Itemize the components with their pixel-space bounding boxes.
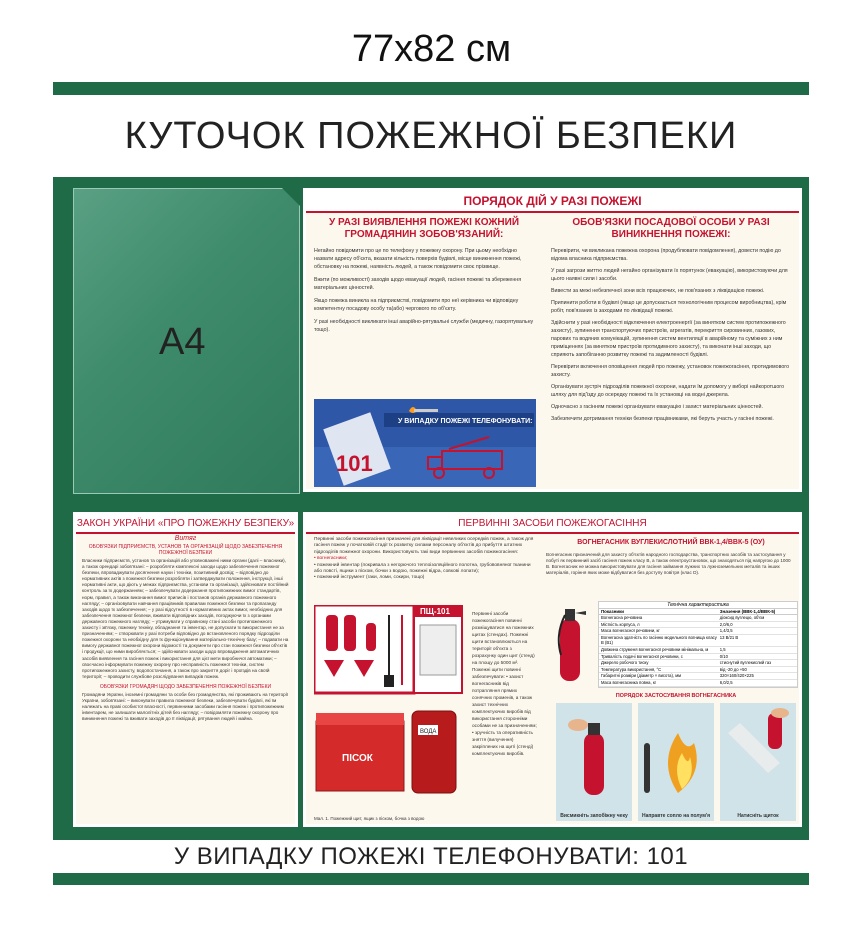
sand-box-and-barrel — [314, 703, 464, 803]
intro-list-2: • пожежний інвентар (покривала з негорючого теплоізоляційного полотна, грубововняної тканини або повсті, ящики з піском, бочки з водою, пожежні відра, совкові лопати); — [314, 562, 531, 575]
sand-label: ПІСОК — [342, 753, 373, 764]
citizen-column — [314, 217, 534, 334]
phone-illustration — [314, 399, 536, 487]
primary-means-panel — [303, 512, 802, 827]
usage-step-3 — [720, 703, 796, 821]
specs-cell-value: від -20 до +50 — [719, 666, 747, 672]
law-section2-title: ОБОВ'ЯЗКИ ГРОМАДЯН ЩОДО ЗАБЕЗПЕЧЕННЯ ПОЖЕЖНОЇ БЕЗПЕКИ — [99, 683, 272, 690]
extinguisher-icon — [550, 601, 590, 685]
step2-label: Направте сопло на полум'я — [641, 813, 711, 819]
banner-text: У ВИПАДКУ ПОЖЕЖІ ТЕЛЕФОНУВАТИ: — [398, 418, 533, 425]
citizen-p4: У разі необхідності викликати інші аварійно-рятувальні служби (медичну, газорятувальну тощо). — [314, 319, 534, 333]
official-heading: ОБОВ'ЯЗКИ ПОСАДОВОЇ ОСОБИ У РАЗІ ВИНИКНЕННЯ ПОЖЕЖІ: — [572, 217, 770, 240]
specs-cell-param: Місткість корпуса, л — [601, 621, 640, 627]
specs-rows — [599, 615, 797, 687]
fire-actions-panel — [303, 188, 802, 492]
law-heading: ЗАКОН УКРАЇНИ «ПРО ПОЖЕЖНУ БЕЗПЕКУ» — [76, 515, 295, 534]
specs-row — [599, 667, 797, 674]
board-title: КУТОЧОК ПОЖЕЖНОЇ БЕЗПЕКИ — [124, 114, 738, 157]
primary-means-intro — [314, 537, 534, 582]
specs-cell-value: 320×160/420×225 — [719, 673, 754, 679]
title-band — [53, 95, 809, 177]
intro-list-1: • вогнегасники; — [314, 556, 348, 562]
extinguisher-heading: ВОГНЕГАСНИК ВУГЛЕКИСЛОТНИЙ ВВК-1,4/ВВК-5 (ОУ) — [577, 539, 765, 546]
official-p6: Перевірити включення оповіщення людей про пожежу, установок пожежогасіння, протидимового захисту. — [551, 364, 790, 378]
specs-row — [599, 622, 797, 629]
pull-pin-icon — [556, 703, 630, 799]
extinguisher-text: Вогнегасник призначений для захисту об'єктів народного господарства, транспортних засобів та застосування у побуті як первинний засіб гасіння пожеж класу В, а також електроустановок, що знаходяться під напругою до 1000 В. Вогнегасник не можна використовувати для гасіння займання лужних та лужноземельних металів та інших матеріалів, горіння яких може відбуватися без доступу повітря (клас D). — [546, 552, 791, 575]
official-p9: Забезпечити дотримання техніки безпеки працівниками, які беруть участь у гасінні пожежі. — [551, 416, 774, 422]
specs-cell-param: Маса вогнегасника повна, кг — [601, 679, 657, 685]
specs-row — [599, 654, 797, 661]
law-subheading: Витяг — [174, 535, 197, 542]
specs-cell-value: діоксид вуглецю, об'єм — [719, 615, 765, 620]
specs-row — [599, 635, 797, 647]
usage-steps — [556, 703, 796, 821]
specs-header-row — [599, 608, 797, 615]
intro-text: Первинні засоби пожежогасіння призначені для ліквідації невеликих осередків пожеж, а також для гасіння пожеж у початковій стадії їх розвитку силами персоналу об'єктів до прибуття штатних підрозділів пожежної охорони. Використовують такі види первинних засобів пожежогасіння: — [314, 537, 534, 555]
official-p5: Здійснити у разі необхідності відключення електроенергії (за винятком систем протипожежного захисту), зупинення транспортуючих пристроїв, агрегатів, перекриття сировинних, газових, парових та водяних комунікацій, зупинення систем вентиляції в аварійному та суміжних з ним приміщеннях (за винятком пристроїв протидимного захисту), та виконати інші заходи, що сприяють запобіганню розвитку пожежі та задимленості будівлі. — [551, 320, 786, 358]
law-panel — [73, 512, 298, 827]
primary-means-heading: ПЕРВИННІ ЗАСОБИ ПОЖЕЖОГАСІННЯ — [306, 515, 799, 534]
specs-cell-param: Температура використання, °С — [601, 666, 662, 672]
specs-cell-value: 0/10 — [719, 653, 728, 659]
barrel-label: ВОДА — [420, 729, 437, 735]
specs-cell-value: 2,0/6,0 — [719, 621, 733, 627]
fire-shield-illustration — [314, 605, 464, 695]
fire-truck-illustration — [314, 399, 536, 487]
a4-pocket — [73, 188, 300, 494]
aim-nozzle-icon — [638, 703, 712, 799]
press-lever-icon — [720, 703, 794, 799]
footer-band — [53, 840, 809, 873]
law-section1-body: Власники підприємств, установ та організацій або уповноважені ними органи (далі – власники), а також орендарі зобов'язані: – розробляти комплексні заходи щодо забезпечення пожежної безпеки, впроваджувати досягнення науки і техніки, позитивний досвід; – відповідно до нормативних актів з пожежної безпеки розробляти і затверджувати положення, інструкції, інші нормативні акти, що діють у межах підприємства, установи та організації, здійснювати постійний контроль за їх додержанням; – забезпечувати додержання протипожежних вимог стандартів, норм, правил, а також виконання вимог приписів і постанов органів державного пожежного нагляду; – організовувати навчання працівників правилам пожежної безпеки та пропаганду заходів щодо їх забезпечення; – у разі відсутності в нормативних актах вимог, необхідних для забезпечення пожежної безпеки, вживати відповідних заходів, погоджуючи їх з органами державного пожежного нагляду; – утримувати у справному стані засоби протипожежного захисту і зв'язку, пожежну техніку, обладнання та інвентар, не допускати їх використання не за призначенням; – створювати у разі потреби відповідно до встановленого порядку підрозділи пожежної охорони та необхідну для їх функціонування матеріально-технічну базу; – подавати на вимогу державної пожежної охорони відомості та документи про стан пожежної безпеки об'єктів і продукції, що ними виробляється; – здійснювати заходи щодо впровадження автоматичних засобів виявлення та гасіння пожеж і використання для цієї мети виробничої автоматики; – своєчасно інформувати пожежну охорону про несправність пожежної техніки, систем протипожежного захисту, водопостачання, а також про закриття доріг і проїздів на своїй території; – проводити службове розслідування випадків пожеж. — [82, 558, 289, 679]
footer-text: У ВИПАДКУ ПОЖЕЖІ ТЕЛЕФОНУВАТИ: 101 — [173, 842, 689, 870]
specs-cell-param: Вогнегасна речовина — [601, 615, 643, 620]
specs-row — [599, 660, 797, 667]
specs-row — [599, 673, 797, 680]
stand-board — [53, 82, 809, 885]
specs-cell-param: Вогнегасна здатність по гасінню модельного вогнища класу В (В1) — [601, 634, 717, 646]
pocket-label: А4 — [159, 321, 206, 363]
step3-label: Натисніть щиток — [737, 813, 779, 819]
specs-cell-value: 6,0/2,5 — [719, 679, 733, 685]
official-p2: У разі загрози життю людей негайно організувати їх порятунок (евакуацію), використовуючи для цього наявні сили і засоби. — [551, 268, 788, 282]
citizen-p2: Вжити (по можливості) заходів щодо евакуації людей, гасіння пожежі та збереження матеріальних цінностей. — [314, 277, 522, 291]
shield-caption: Мал. 1. Пожежний щит, ящик з піском, бочка з водою — [314, 816, 425, 821]
specs-cell-value: 1,4/3,5 — [719, 628, 733, 634]
citizen-p1: Негайно повідомити про це по телефону у пожежну охорону. При цьому необхідно назвати адресу об'єкта, вказати кількість поверхів будівлі, місце виникнення пожежі, обстановку на пожежі, наявність людей, а також повідомити своє прізвище. — [314, 248, 522, 270]
official-p7: Організувати зустріч підрозділів пожежної охорони, надати їм допомогу у виборі найкоротшого шляху для під'їзду до осередку пожежі та їх установці на водні джерела. — [551, 384, 785, 398]
fire-actions-heading: ПОРЯДОК ДІЙ У РАЗІ ПОЖЕЖІ — [306, 191, 799, 213]
size-label: 77х82 см — [351, 28, 512, 70]
intro-list-3: • пожежний інструмент (гаки, ломи, сокири, тощо) — [314, 575, 425, 581]
usage-step-2 — [638, 703, 714, 821]
specs-cell-param: Маса вогнегасної речовини, кг — [601, 628, 660, 634]
specs-cell-value: 13 В/21 В — [719, 634, 739, 640]
specs-cell-param: Габаритні розміри (діаметр × висота), мм — [601, 673, 681, 679]
specs-cell-param: Тривалість подачі вогнегасної речовини, с — [601, 653, 683, 659]
citizen-heading: У РАЗІ ВИЯВЛЕННЯ ПОЖЕЖІ КОЖНИЙ ГРОМАДЯНИН ЗОБОВ'ЯЗАНИЙ: — [328, 217, 520, 240]
specs-header-2: Значення (ВВК-1,4/ВВК-5) — [719, 609, 776, 614]
usage-step-1 — [556, 703, 632, 821]
official-p8: Одночасно з гасінням пожежі організувати евакуацію і захист матеріальних цінностей. — [551, 404, 763, 410]
official-p4: Припинити роботи в будівлі (якщо це допускається технологічним процесом виробництва), крім робіт, пов'язаних із заходами по ліквідації пожежі. — [551, 300, 787, 314]
shield-title: ПЩ-101 — [420, 607, 450, 616]
pocket-corner — [282, 188, 300, 206]
usage-heading: ПОРЯДОК ЗАСТОСУВАННЯ ВОГНЕГАСНИКА — [615, 693, 737, 699]
specs-cell-value: 1,5 — [719, 646, 726, 652]
specs-table — [598, 601, 798, 688]
shield-side-text: Первинні засоби пожежогасіння повинні розміщуватися на пожежних щитах (стендах). Пожежні щити встановлюються на території об'єкта з розрахунку один щит (стенд) на площу до 5000 м². Пожежні щити повинні забезпечувати: • захист вогнегасників від потрапляння прямих сонячних променів, а також захист технічних комплектуючих виробів від використання сторонніми особами не за призначенням; • зручність та оперативність зняття (вилучення) закріплених на щиті (стенді) комплектуючих виробів. — [472, 611, 537, 756]
specs-title: Технічна характеристика — [667, 602, 729, 608]
specs-row — [599, 680, 797, 687]
specs-row — [599, 615, 797, 622]
law-section1-title: ОБОВ'ЯЗКИ ПІДПРИЄМСТВ, УСТАНОВ ТА ОРГАНІЗАЦІЙ ЩОДО ЗАБЕЗПЕЧЕННЯ ПОЖЕЖНОЇ БЕЗПЕКИ — [88, 544, 283, 556]
law-section2-body: Громадяни України, іноземні громадяни та особи без громадянства, які проживають на території України, зобов'язані: – виконувати правила пожежної безпеки, забезпечувати будівлі, які їм належать на праві особистої власності, первинними засобами гасіння пожеж і протипожежним інвентарем, не залишати малолітніх дітей без нагляду; – повідомляти пожежну охорону про виникнення пожежі та вживати заходів до її ліквідації, рятування людей і майна. — [82, 691, 288, 722]
official-p1: Перевірити, чи викликана пожежна охорона (продублювати повідомлення), довести подію до відома власника підприємства. — [551, 248, 781, 262]
phone-number: 101 — [336, 451, 373, 476]
step1-label: Висмикніть запобіжну чеку — [560, 813, 628, 819]
specs-row — [599, 647, 797, 654]
official-column — [551, 217, 791, 423]
specs-cell-value: стиснутий вуглекислий газ — [719, 660, 772, 666]
extinguisher-section — [546, 537, 796, 576]
specs-row — [599, 628, 797, 635]
specs-header-1: Показники — [601, 609, 624, 614]
specs-cell-param: Джерело робочого тиску — [601, 660, 649, 666]
official-p3: Вивести за межі небезпечної зони всіх працюючих, не пов'язаних з ліквідацією пожежі. — [551, 288, 765, 294]
specs-cell-param: Довжина струменя вогнегасної речовини мінімальна, м — [601, 646, 709, 652]
citizen-p3: Якщо пожежа виникла на підприємстві, повідомити про неї керівника чи відповідну компетентну посадову особу та(або) чергового по об'єкту. — [314, 298, 519, 312]
